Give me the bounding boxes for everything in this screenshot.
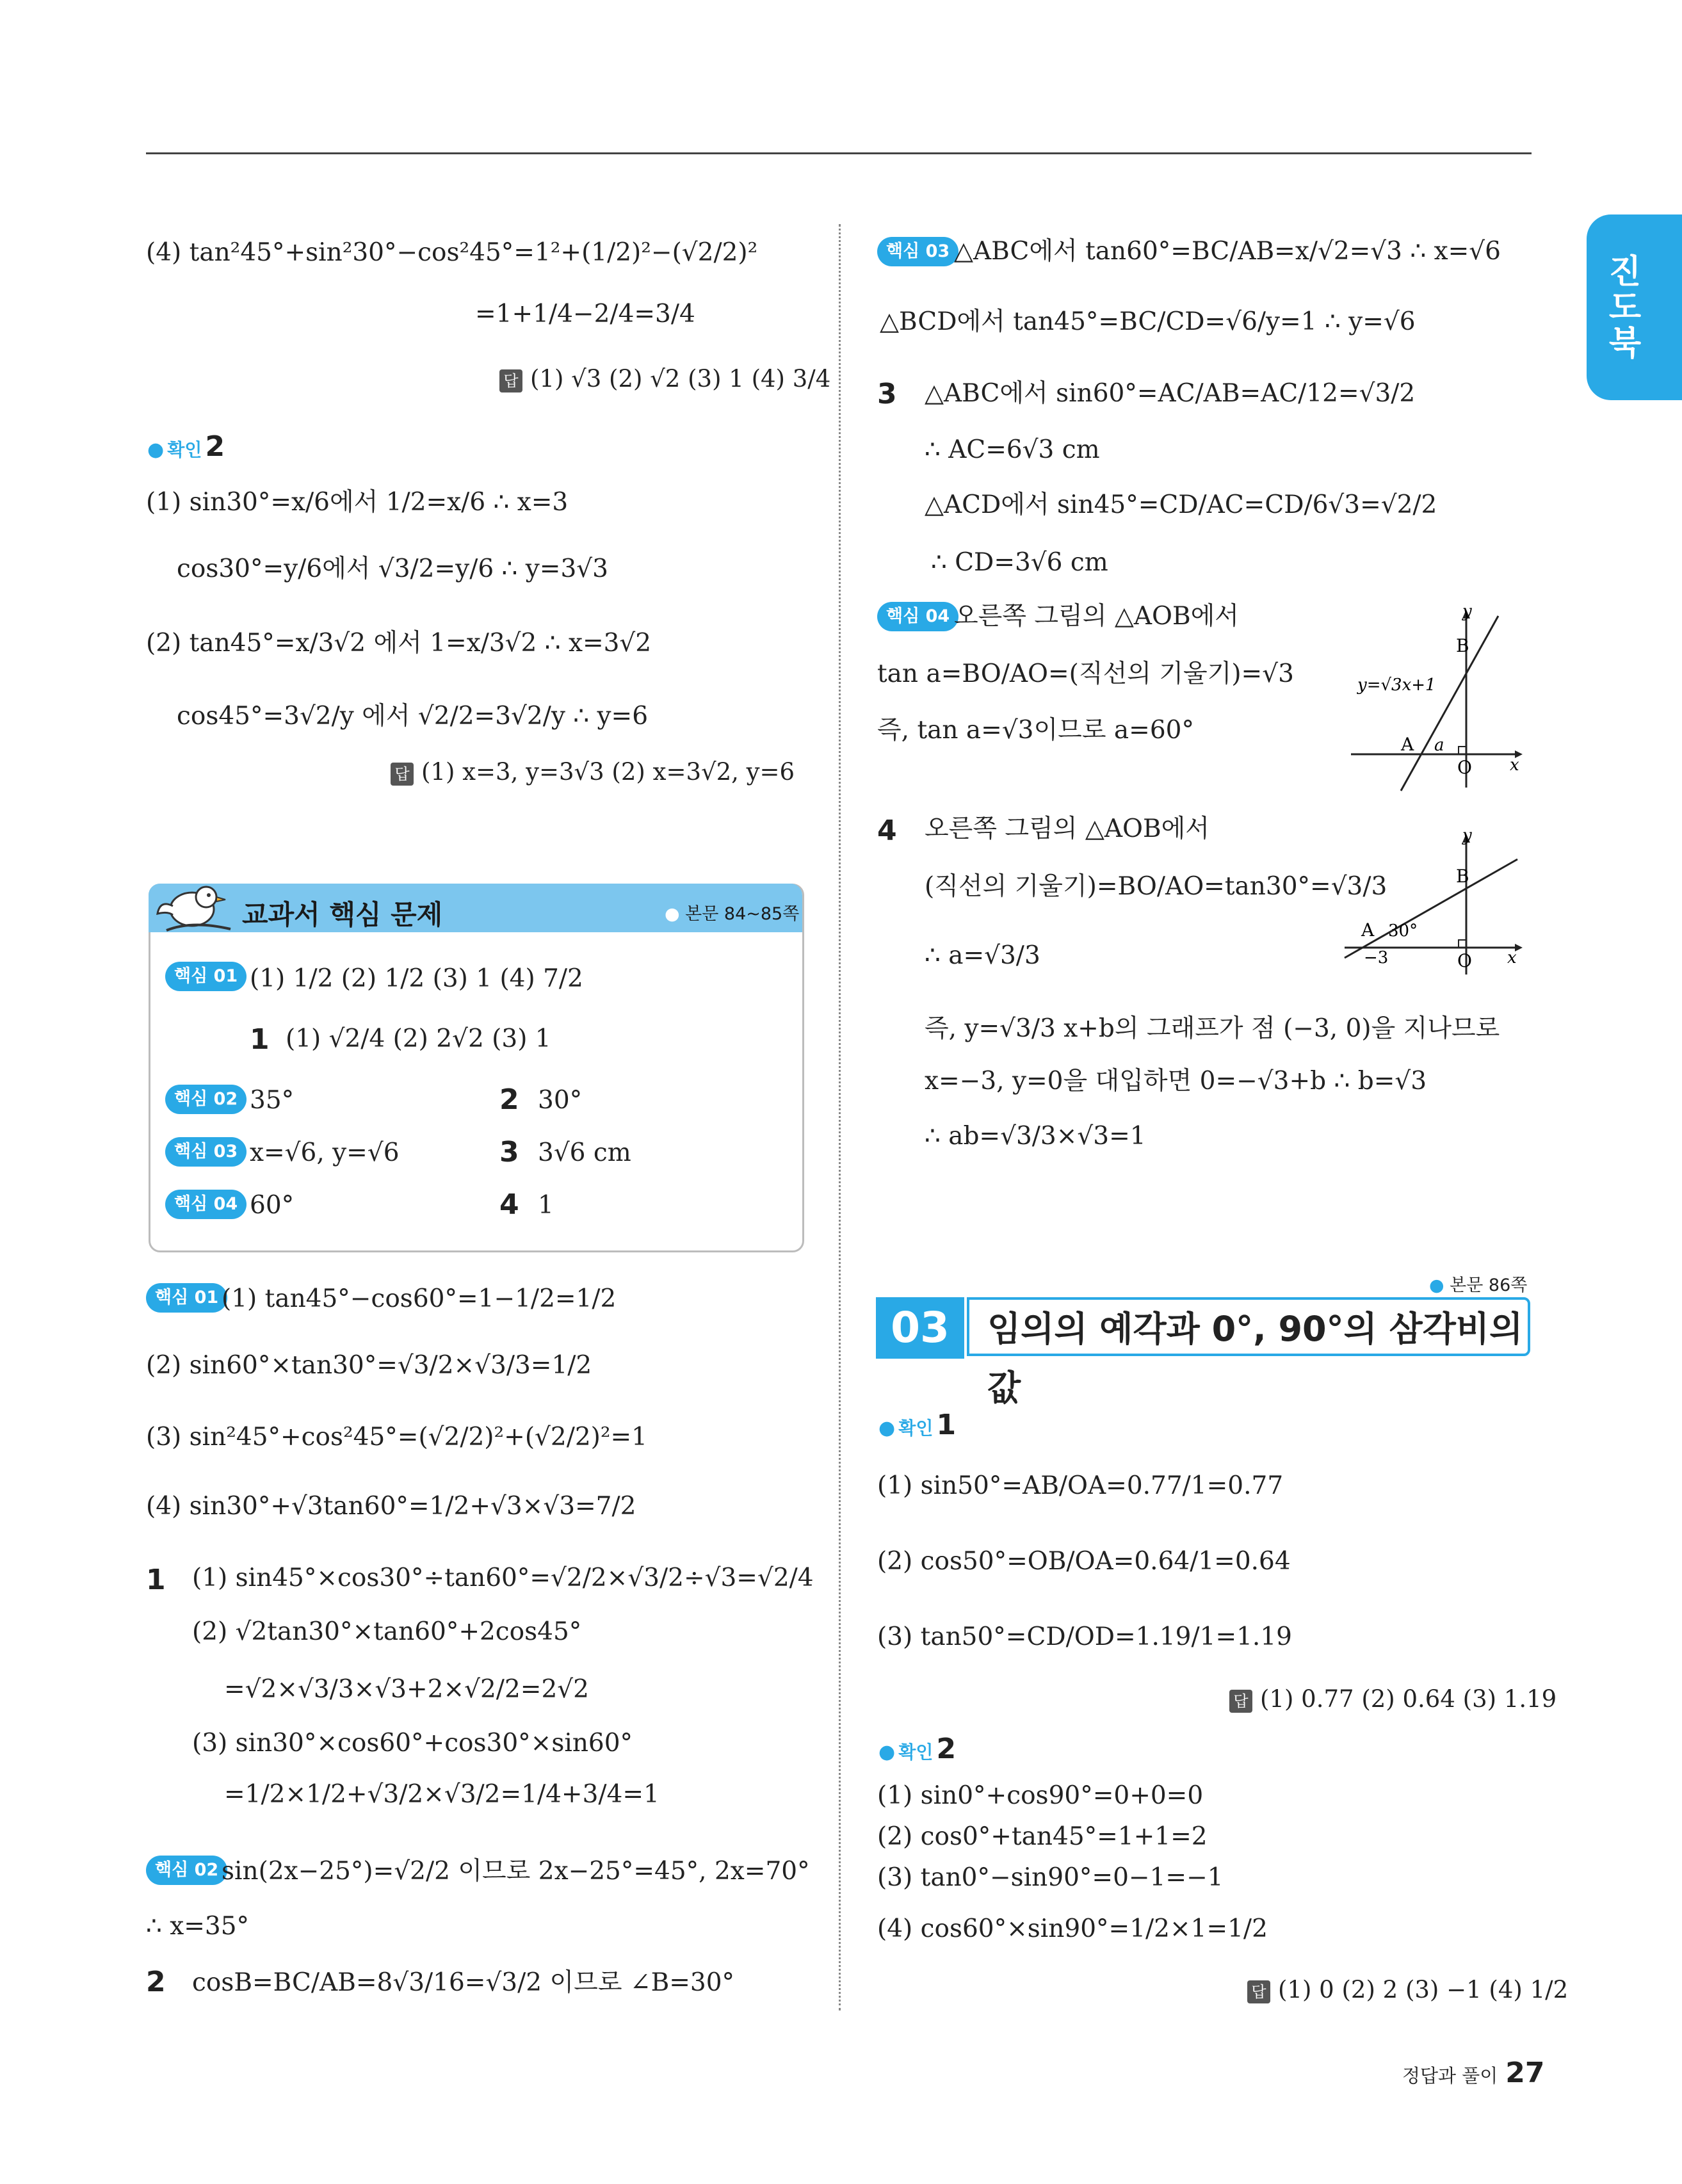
solution-line: 즉, y=√3/3 x+b의 그래프가 점 (−3, 0)을 지나므로 [925,1014,1500,1043]
check-label: 확인 [898,1418,934,1439]
solution-line: (2) √2tan30°×tan60°+2cos45° [192,1617,582,1646]
solution-line: =1/2×1/2+√3/2×√3/2=1/4+3/4=1 [224,1780,659,1809]
solution-line: (1) sin45°×cos30°÷tan60°=√2/2×√3/2÷√3=√2/4 [192,1564,814,1592]
check2-line: (2) cos0°+tan45°=1+1=2 [877,1822,1208,1851]
check-label: 확인 [898,1742,934,1763]
fig1-x: x [1510,756,1519,775]
core-problems-title: 교과서 핵심 문제 [242,899,443,930]
check-number: 1 [936,1409,957,1441]
solution-line: △ACD에서 sin45°=CD/AC=CD/6√3=√2/2 [925,490,1437,519]
box-answer: 35° [250,1086,295,1115]
solution-line: 즉, tan a=√3이므로 a=60° [877,716,1194,745]
check2-line: (1) sin30°=x/6에서 1/2=x/6 ∴ x=3 [146,488,569,517]
check2-heading-right [878,1733,956,1765]
solution-line: △BCD에서 tan45°=BC/CD=√6/y=1 ∴ y=√6 [880,307,1416,336]
solution-line: =√2×√3/3×√3+2×√2/2=2√2 [224,1675,589,1704]
box-answer: (1) 1/2 (2) 1/2 (3) 1 (4) 7/2 [250,964,583,993]
page-footer [1402,2057,1545,2089]
box-number: 3 [499,1136,519,1169]
check2-line: (4) cos60°×sin90°=1/2×1=1/2 [877,1914,1268,1943]
core-problems-ref-text: 본문 84~85쪽 [685,904,800,924]
core-problems-box [149,884,804,1252]
check1-line: (2) cos50°=OB/OA=0.64/1=0.64 [877,1547,1291,1576]
solution-line: △ABC에서 sin60°=AC/AB=AC/12=√3/2 [925,379,1416,408]
badge-core-02: 핵심 02 [146,1856,227,1885]
answer-mark-icon: 답 [499,369,522,392]
section-title: 임의의 예각과 0°, 90°의 삼각비의 값 [967,1297,1530,1356]
check1-line: (3) tan50°=CD/OD=1.19/1=1.19 [877,1622,1292,1651]
fig1-eq: y=√3x+1 [1357,675,1436,695]
part4-answer-text: (1) √3 (2) √2 (3) 1 (4) 3/4 [530,365,831,392]
fig1-A: A [1401,734,1414,755]
check-number: 2 [205,430,225,463]
solution-line: x=−3, y=0을 대입하면 0=−√3+b ∴ b=√3 [925,1067,1427,1096]
check1-heading [878,1409,956,1441]
check1-answer [1229,1685,1557,1713]
fig1-O: O [1457,757,1472,778]
badge-core-03: 핵심 03 [165,1137,247,1167]
solution-line: tan a=BO/AO=(직선의 기울기)=√3 [877,659,1294,688]
solution-line: (4) sin30°+√3tan60°=1/2+√3×√3=7/2 [146,1492,636,1521]
problem-number: 4 [877,814,897,847]
problem-number: 2 [146,1966,166,1998]
solution-line: ∴ a=√3/3 [925,941,1040,970]
box-answer: 30° [538,1086,583,1115]
core-problems-ref [665,900,799,925]
answer-mark-icon: 답 [1229,1690,1252,1713]
problem-number: 3 [877,378,897,410]
solution-line: (3) sin²45°+cos²45°=(√2/2)²+(√2/2)²=1 [146,1423,647,1452]
solution-line: ∴ AC=6√3 cm [925,435,1100,464]
answer-mark-icon: 답 [1247,1980,1270,2003]
page-number: 27 [1505,2057,1545,2089]
solution-line: △ABC에서 tan60°=BC/AB=x/√2=√3 ∴ x=√6 [954,237,1501,266]
section-number: 03 [876,1297,964,1359]
badge-core-02: 핵심 02 [165,1085,247,1114]
figure-line-30deg [1338,826,1530,980]
box-answer: 3√6 cm [538,1138,631,1167]
section-ref-text: 본문 86쪽 [1450,1275,1528,1295]
solution-line: (3) sin30°×cos60°+cos30°×sin60° [192,1729,633,1758]
box-number: 2 [499,1083,519,1116]
box-answer: 60° [250,1191,295,1220]
solution-line: (2) sin60°×tan30°=√3/2×√3/3=1/2 [146,1351,592,1380]
solution-line: ∴ x=35° [146,1912,250,1941]
fig2-y: y [1462,826,1472,845]
check-bullet-icon: ● [878,1741,896,1763]
check2-line: cos30°=y/6에서 √3/2=y/6 ∴ y=3√3 [177,554,608,583]
box-number: 1 [250,1023,270,1056]
solution-line: ∴ ab=√3/3×√3=1 [925,1122,1146,1151]
check2-answer-text: (1) x=3, y=3√3 (2) x=3√2, y=6 [421,758,795,786]
box-number: 4 [499,1188,519,1221]
check2-answer-right [1247,1976,1568,2003]
badge-core-01: 핵심 01 [165,962,247,991]
check2-answer-right-text: (1) 0 (2) 2 (3) −1 (4) 1/2 [1278,1976,1569,2003]
box-answer: (1) √2/4 (2) 2√2 (3) 1 [286,1024,551,1053]
badge-core-04: 핵심 04 [877,602,958,631]
section-ref [1429,1271,1527,1296]
check2-line: (3) tan0°−sin90°=0−1=−1 [877,1863,1224,1892]
check-number: 2 [936,1733,957,1765]
fig2-angle: 30° [1388,921,1418,941]
box-answer: x=√6, y=√6 [250,1138,400,1167]
solution-line: ∴ CD=3√6 cm [931,548,1108,577]
problem-number: 1 [146,1564,166,1596]
fig2-O: O [1457,950,1472,971]
check1-answer-text: (1) 0.77 (2) 0.64 (3) 1.19 [1260,1685,1557,1713]
check1-line: (1) sin50°=AB/OA=0.77/1=0.77 [877,1471,1284,1500]
bird-mascot-icon [154,874,237,938]
fig2-x: x [1507,948,1517,967]
badge-core-01: 핵심 01 [146,1283,227,1313]
figure-line-sqrt3 [1345,602,1530,794]
box-answer: 1 [538,1191,554,1220]
check-bullet-icon: ● [147,439,165,461]
check-label: 확인 [167,439,202,460]
top-rule [146,152,1532,154]
ref-bullet-icon: ● [1429,1275,1444,1295]
part4-line2: =1+1/4−2/4=3/4 [475,300,695,328]
side-tab-label: 진도북 [1602,254,1641,361]
fig2-minus3: −3 [1364,948,1389,967]
fig2-B: B [1456,866,1469,887]
solution-line: 오른쪽 그림의 △AOB에서 [925,814,1209,843]
solution-line: (1) tan45°−cos60°=1−1/2=1/2 [222,1284,617,1313]
side-tab[interactable] [1587,214,1682,400]
fig2-A: A [1361,919,1375,941]
solution-line: sin(2x−25°)=√2/2 이므로 2x−25°=45°, 2x=70° [222,1857,810,1886]
answer-mark-icon: 답 [391,763,414,786]
fig1-y: y [1462,602,1472,621]
part4-answer [499,365,830,392]
solution-line: cosB=BC/AB=8√3/16=√3/2 이므로 ∠B=30° [192,1968,735,1997]
badge-core-04: 핵심 04 [165,1190,247,1219]
badge-core-03: 핵심 03 [877,237,958,266]
check2-answer [391,758,795,786]
check-bullet-icon: ● [878,1417,896,1439]
column-divider [839,224,841,2010]
footer-label: 정답과 풀이 [1402,2065,1498,2087]
check2-line: (2) tan45°=x/3√2 에서 1=x/3√2 ∴ x=3√2 [146,629,652,658]
check2-line: (1) sin0°+cos90°=0+0=0 [877,1781,1204,1810]
part4-line1: (4) tan²45°+sin²30°−cos²45°=1²+(1/2)²−(√2/2)² [146,238,758,267]
check2-heading-left [147,430,225,463]
solution-line: 오른쪽 그림의 △AOB에서 [954,602,1239,631]
ref-bullet-icon: ● [665,904,680,924]
solution-line: (직선의 기울기)=BO/AO=tan30°=√3/3 [925,872,1387,901]
check2-line: cos45°=3√2/y 에서 √2/2=3√2/y ∴ y=6 [177,702,649,731]
fig1-a: a [1434,736,1444,755]
fig1-B: B [1456,635,1469,656]
